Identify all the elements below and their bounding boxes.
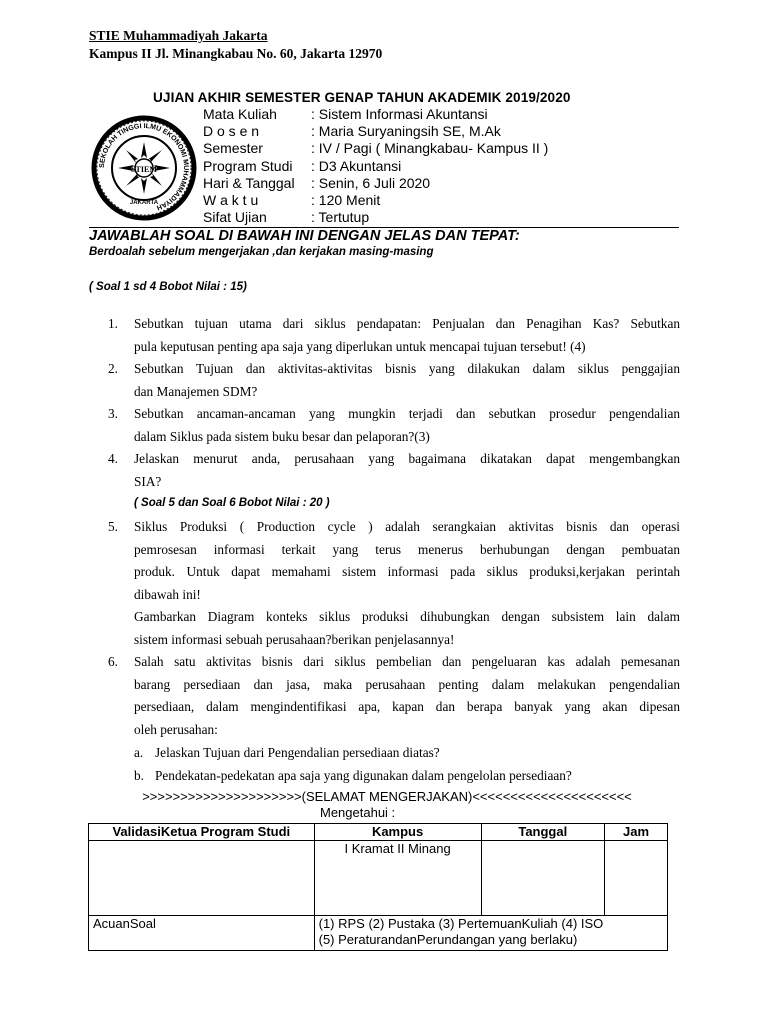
question-line: sistem informasi sebuah perusahaan?berikan penjelasannya!: [134, 631, 455, 647]
question-3: [108, 403, 680, 448]
logo-ring-text: SEKOLAH TINGGI ILMU EKONOMI MUHAMMADIYAH: [98, 122, 190, 211]
info-label: Hari & Tanggal: [203, 174, 295, 191]
main-instruction: JAWABLAH SOAL DI BAWAH INI DENGAN JELAS DAN TEPAT:: [89, 228, 520, 244]
institution-name: STIE Muhammadiyah Jakarta: [89, 28, 268, 43]
stiem-logo: [88, 112, 200, 224]
question-line: Sebutkan tujuan utama dari siklus pendapatan: Penjualan dan Penagihan Kas? Sebutkan: [134, 316, 680, 331]
question-line: dibawah ini!: [134, 586, 201, 602]
question-4: [108, 448, 680, 493]
institution-address: Kampus II Jl. Minangkabau No. 60, Jakarta 12970: [89, 46, 383, 61]
info-row: [203, 123, 548, 140]
weight-note-2: ( Soal 5 dan Soal 6 Bobot Nilai : 20 ): [134, 497, 330, 509]
question-number: 1.: [108, 316, 118, 331]
info-value: : D3 Akuntansi: [311, 157, 402, 174]
question-line: produk. Untuk dapat memahami sistem informasi pada siklus produksi,kerjakan perintah: [134, 564, 680, 579]
question-number: 5.: [108, 519, 118, 534]
subquestion-a: [134, 742, 440, 765]
logo-city: JAKARTA: [129, 200, 159, 206]
header-tanggal: Tanggal: [481, 824, 604, 841]
jam-cell: [605, 841, 668, 916]
question-line: Jelaskan menurut anda, perusahaan yang bagaimana dikatakan dapat mengembangkan: [134, 451, 680, 466]
question-6: [108, 651, 680, 741]
acuan-line-1: (1) RPS (2) Pustaka (3) PertemuanKuliah (4) ISO: [318, 916, 604, 931]
acuan-label: AcuanSoal: [89, 916, 315, 951]
exam-info: [203, 106, 548, 226]
info-label: Program Studi: [203, 157, 293, 174]
question-1: [108, 313, 680, 358]
question-line: SIA?: [134, 473, 162, 489]
question-line: Sebutkan ancaman-ancaman yang mungkin terjadi dan sebutkan prosedur pengendalian: [134, 406, 680, 421]
subquestion-text: Pendekatan-pedekatan apa saja yang digunakan dalam pengelolan persediaan?: [155, 768, 572, 783]
question-line: Siklus Produksi ( Production cycle ) adalah serangkaian aktivitas bisnis dan operasi: [134, 519, 680, 534]
info-label: Mata Kuliah: [203, 106, 277, 122]
question-text: [134, 651, 680, 741]
acuan-line-2: (5) PeraturandanPerundangan yang berlaku): [318, 932, 578, 947]
subquestion-b: [134, 765, 572, 788]
validation-table: [88, 823, 668, 951]
info-row: [203, 175, 548, 192]
validasi-cell: [89, 841, 315, 916]
table-row: [89, 841, 668, 916]
info-value: : Sistem Informasi Akuntansi: [311, 106, 488, 122]
question-line: dalam Siklus pada sistem buku besar dan pelaporan?(3): [134, 428, 430, 444]
question-line: barang persediaan dan jasa, maka perusahaan penting dalam melakukan pengendalian: [134, 676, 680, 692]
question-line: Salah satu aktivitas bisnis dari siklus pembelian dan pengeluaran kas adalah pemesanan: [134, 654, 680, 669]
subquestion-letter: b.: [134, 768, 144, 783]
table-header-row: [89, 824, 668, 841]
question-line: pula keputusan penting apa saja yang diperlukan untuk mencapai tujuan tersebut! (4): [134, 338, 586, 354]
info-value: : 120 Menit: [311, 191, 381, 208]
mengetahui-label: Mengetahui :: [320, 805, 396, 820]
question-line: Gambarkan Diagram konteks siklus produksi dihubungkan dengan subsistem lain dalam: [134, 609, 680, 624]
question-number: 4.: [108, 451, 118, 466]
question-line: persediaan, dalam mengindentifikasi apa, kapan dan berapa banyak yang akan dipesan: [134, 699, 680, 714]
subquestion-text: Jelaskan Tujuan dari Pengendalian persediaan diatas?: [155, 745, 440, 760]
header-jam: Jam: [605, 824, 668, 841]
question-text: [134, 448, 680, 493]
acuan-value: [314, 916, 667, 951]
question-line: dan Manajemen SDM?: [134, 383, 258, 399]
info-row: [203, 158, 548, 175]
subquestion-letter: a.: [134, 745, 144, 760]
question-text: [134, 403, 680, 448]
exam-title: UJIAN AKHIR SEMESTER GENAP TAHUN AKADEMIK 2019/2020: [153, 90, 571, 105]
question-text: [134, 313, 680, 358]
info-value: : IV / Pagi ( Minangkabau- Kampus II ): [311, 140, 549, 157]
logo-abbr: STIEM: [131, 165, 157, 174]
question-line: oleh perusahan:: [134, 721, 218, 737]
info-value: : Tertutup: [311, 209, 370, 226]
info-row: [203, 106, 548, 123]
question-line: Sebutkan Tujuan dan aktivitas-aktivitas bisnis yang dilakukan dalam siklus penggajian: [134, 361, 680, 376]
question-text: [134, 358, 680, 403]
table-row: [89, 916, 668, 951]
kampus-cell: I Kramat II Minang: [314, 841, 481, 916]
header-kampus: Kampus: [314, 824, 481, 841]
info-row: [203, 209, 548, 226]
farewell-line: >>>>>>>>>>>>>>>>>>>>>(SELAMAT MENGERJAKAN)<<<<<<<<<<<<<<<<<<<<<: [142, 789, 632, 804]
question-number: 3.: [108, 406, 118, 421]
info-row: [203, 192, 548, 209]
question-2: [108, 358, 680, 403]
question-number: 6.: [108, 654, 118, 669]
info-label: W a k t u: [203, 191, 259, 208]
info-label: D o s e n: [203, 123, 260, 140]
info-row: [203, 140, 548, 157]
question-number: 2.: [108, 361, 118, 376]
info-value: : Maria Suryaningsih SE, M.Ak: [311, 123, 501, 140]
question-text: [134, 516, 680, 651]
tanggal-cell: [481, 841, 604, 916]
header-validasi: ValidasiKetua Program Studi: [89, 824, 315, 841]
question-line: pemrosesan informasi terkait yang terus menerus berhubungan dengan pembuatan: [134, 541, 680, 557]
info-label: Sifat Ujian: [203, 209, 267, 226]
sub-instruction: Berdoalah sebelum mengerjakan ,dan kerjakan masing-masing: [89, 246, 434, 258]
info-label: Semester: [203, 140, 263, 157]
info-value: : Senin, 6 Juli 2020: [311, 174, 431, 191]
weight-note-1: ( Soal 1 sd 4 Bobot Nilai : 15): [89, 281, 247, 293]
question-5: [108, 516, 680, 651]
